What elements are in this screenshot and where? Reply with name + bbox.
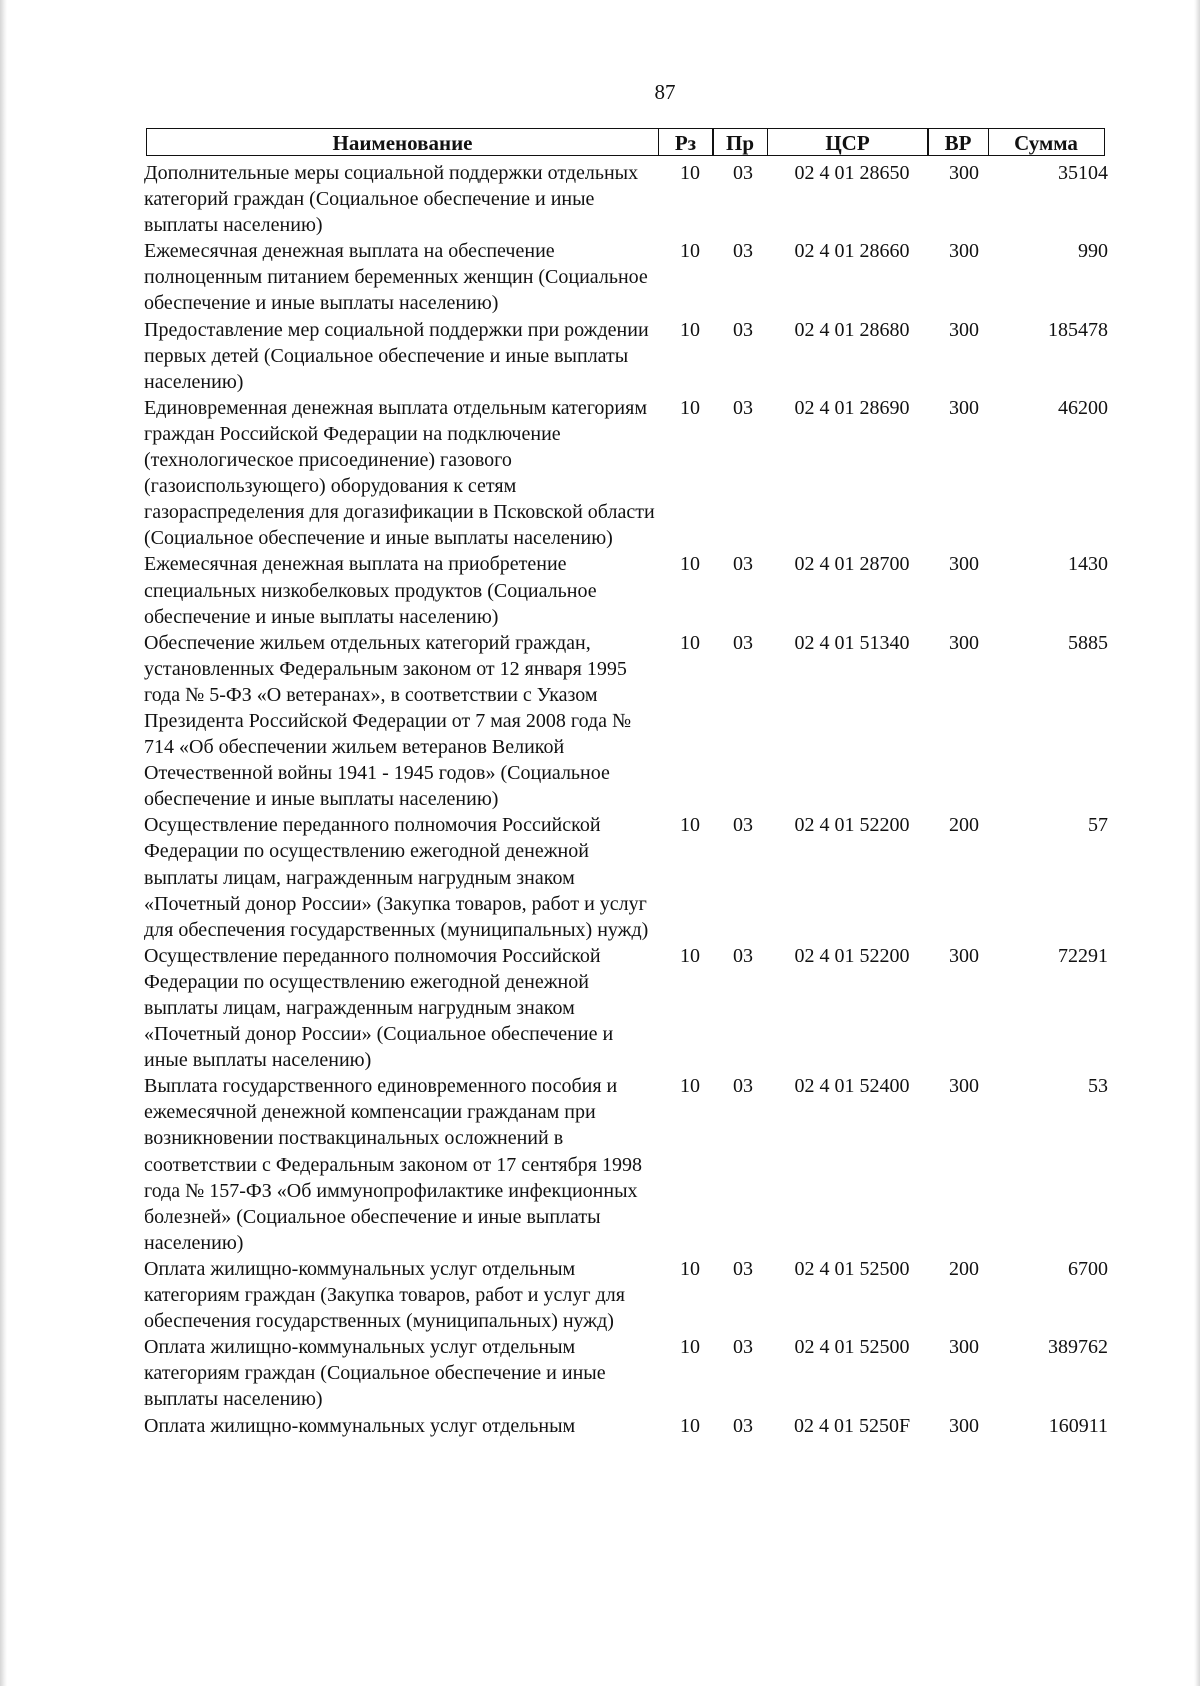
row-sum: 990 [1078, 240, 1108, 263]
row-vr: 300 [949, 1336, 979, 1359]
row-rz: 10 [680, 162, 700, 184]
row-pr: 03 [733, 814, 753, 837]
row-sum: 185478 [1048, 318, 1108, 341]
row-csr: 02 4 01 28650 [794, 162, 910, 184]
row-vr: 300 [949, 318, 979, 341]
row-csr: 02 4 01 52400 [794, 1075, 910, 1098]
row-rz: 10 [680, 1414, 700, 1437]
row-csr: 02 4 01 28700 [794, 553, 910, 576]
row-pr: 03 [733, 240, 753, 263]
row-name: Оплата жилищно-коммунальных услуг отдельным [144, 1414, 576, 1437]
row-rz: 10 [680, 631, 700, 654]
row-vr: 300 [949, 553, 979, 576]
row-name: Дополнительные меры социальной поддержки отдельных категорий граждан (Социальное обеспечение и иные выплаты населению) [144, 162, 639, 237]
row-sum: 57 [1088, 814, 1108, 837]
row-rz: 10 [680, 1336, 700, 1359]
row-name: Осуществление переданного полномочия Российской Федерации по осуществлению ежегодной денежной выплаты лицам, награжденным нагрудным знаком «Почетный донор России» (Закупка товаров, работ и услуг для обеспечения государственных (муниципальных) нужд) [144, 814, 649, 941]
row-name: Выплата государственного единовременного пособия и ежемесячной денежной компенсации гражданам при возникновении поствакцинальных осложнений в соответствии с Федеральным законом от 17 сентября 1998 года № 157-ФЗ «Об иммунопрофилактике инфекционных болезней» (Социальное обеспечение и иные выплаты населению) [144, 1075, 642, 1254]
row-pr: 03 [733, 1414, 753, 1437]
row-pr: 03 [733, 1336, 753, 1359]
table-row [144, 551, 1112, 629]
table-row [144, 812, 1112, 942]
header-pr: Пр [712, 128, 768, 156]
row-pr: 03 [733, 1075, 753, 1098]
row-vr: 300 [949, 944, 979, 967]
row-pr: 03 [733, 396, 753, 419]
row-sum: 53 [1088, 1075, 1108, 1098]
scan-edge-right [1194, 0, 1200, 1686]
row-name: Оплата жилищно-коммунальных услуг отдельным категориям граждан (Социальное обеспечение и иные выплаты населению) [144, 1336, 606, 1411]
row-sum: 389762 [1048, 1336, 1108, 1359]
row-sum: 72291 [1058, 944, 1108, 967]
table-row [144, 1413, 1112, 1439]
row-rz: 10 [680, 396, 700, 419]
row-vr: 300 [949, 631, 979, 654]
row-name: Предоставление мер социальной поддержки при рождении первых детей (Социальное обеспечение и иные выплаты населению) [144, 318, 649, 393]
row-name: Ежемесячная денежная выплата на приобретение специальных низкобелковых продуктов (Социальное обеспечение и иные выплаты населению) [144, 553, 597, 628]
row-vr: 300 [949, 162, 979, 184]
table-row [144, 395, 1112, 552]
table-header [146, 128, 1110, 158]
row-csr: 02 4 01 5250F [793, 1414, 911, 1437]
row-pr: 03 [733, 1257, 753, 1280]
row-sum: 1430 [1068, 553, 1108, 576]
row-sum: 46200 [1058, 396, 1108, 419]
header-vr: ВР [927, 128, 989, 156]
row-name: Ежемесячная денежная выплата на обеспечение полноценным питанием беременных женщин (Социальное обеспечение и иные выплаты населению) [144, 240, 648, 315]
table-row [144, 160, 1112, 238]
row-vr: 300 [949, 240, 979, 263]
row-csr: 02 4 01 28690 [794, 396, 910, 419]
row-sum: 35104 [1058, 162, 1108, 184]
table-row [144, 1256, 1112, 1334]
row-csr: 02 4 01 28660 [794, 240, 910, 263]
table-row [144, 943, 1112, 1073]
row-pr: 03 [733, 162, 753, 184]
scan-edge-left [0, 0, 7, 1686]
header-sum: Сумма [988, 128, 1105, 156]
row-rz: 10 [680, 944, 700, 967]
table-row [144, 1334, 1112, 1412]
row-csr: 02 4 01 52200 [794, 814, 910, 837]
row-sum: 6700 [1068, 1257, 1108, 1280]
page-number: 87 [654, 80, 676, 104]
table-row [144, 1073, 1112, 1256]
row-name: Обеспечение жильем отдельных категорий граждан, установленных Федеральным законом от 12 января 1995 года № 5-ФЗ «О ветеранах», в соответствии с Указом Президента Российской Федерации от 7 мая 2008 года № 714 «Об обеспечении жильем ветеранов Великой Отечественной войны 1941 - 1945 годов» (Социальное обеспечение и иные выплаты населению) [144, 631, 632, 811]
row-name: Единовременная денежная выплата отдельным категориям граждан Российской Федерации на подключение (технологическое присоединение) газового (газоиспользующего) оборудования к сетям газораспределения для догазификации в Псковской области (Социальное обеспечение и иные выплаты населению) [144, 396, 655, 550]
row-csr: 02 4 01 28680 [794, 318, 910, 341]
row-pr: 03 [733, 553, 753, 576]
row-pr: 03 [733, 631, 753, 654]
header-rz: Рз [658, 128, 714, 156]
row-vr: 200 [949, 814, 979, 837]
header-csr: ЦСР [767, 128, 929, 156]
row-rz: 10 [680, 240, 700, 263]
table-row [144, 317, 1112, 395]
row-vr: 300 [949, 1075, 979, 1098]
row-rz: 10 [680, 1257, 700, 1280]
row-csr: 02 4 01 52500 [794, 1257, 910, 1280]
row-pr: 03 [733, 318, 753, 341]
table-row [144, 238, 1112, 316]
row-vr: 300 [949, 396, 979, 419]
row-csr: 02 4 01 52500 [794, 1336, 910, 1359]
row-name: Оплата жилищно-коммунальных услуг отдельным категориям граждан (Закупка товаров, работ и услуг для обеспечения государственных (муниципальных) нужд) [144, 1257, 625, 1333]
row-rz: 10 [680, 318, 700, 341]
row-rz: 10 [680, 1075, 700, 1098]
row-csr: 02 4 01 52200 [794, 944, 910, 967]
row-vr: 200 [949, 1257, 979, 1280]
row-pr: 03 [733, 944, 753, 967]
row-sum: 5885 [1068, 631, 1108, 654]
row-rz: 10 [680, 814, 700, 837]
row-rz: 10 [680, 553, 700, 576]
row-name: Осуществление переданного полномочия Российской Федерации по осуществлению ежегодной денежной выплаты лицам, награжденным нагрудным знаком «Почетный донор России» (Социальное обеспечение и иные выплаты населению) [144, 944, 614, 1072]
header-name: Наименование [146, 128, 659, 156]
table-row [144, 630, 1112, 813]
table-body [144, 160, 1112, 1439]
row-csr: 02 4 01 51340 [794, 631, 910, 654]
row-vr: 300 [949, 1414, 979, 1437]
row-sum: 160911 [1048, 1414, 1108, 1437]
